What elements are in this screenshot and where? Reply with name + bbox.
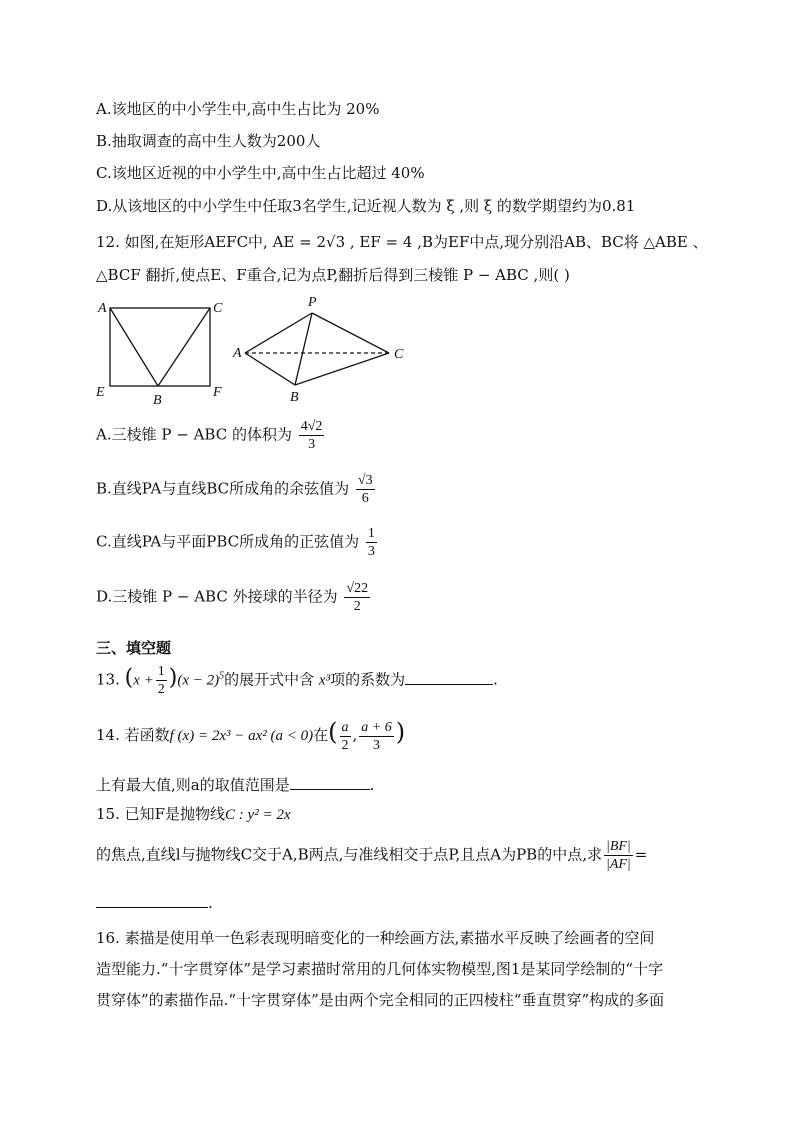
fraction: $\frac{1}{3}$ <box>367 526 375 559</box>
answer-blank <box>290 788 370 790</box>
label-e: E <box>96 385 105 400</box>
label-b: B <box>153 393 162 407</box>
q11-option-d: D.从该地区的中小学生中任取3名学生,记近视人数为 ξ ,则 ξ 的数学期望约为0.81 <box>96 197 636 215</box>
label-a: A <box>98 301 107 316</box>
q14-line2: 上有最大值,则a的取值范围是 . <box>96 776 375 794</box>
q15-line2: 的焦点,直线l与抛物线C交于A,B两点,与准线相交于点P,且点A为PB的中点,求 $\frac{|BF|}{|AF|}$ = <box>96 839 648 872</box>
fraction: $\frac{a + 6}{3}$ <box>361 719 392 753</box>
q12-option-d: D.三棱锥 P − ABC 外接球的半径为 $\frac{√22}{2}$ <box>96 581 369 614</box>
q12-stem-line2: △BCF 翻折,使点E、F重合,记为点P,翻折后得到三棱锥 P − ABC ,则( ) <box>96 266 570 284</box>
q16-line2: 造型能力.“十字贯穿体”是学习素描时常用的几何体实物模型,图1是某同学绘制的“十字 <box>96 960 664 978</box>
q12-option-a: A.三棱锥 P − ABC 的体积为 $\frac{4√2}{3}$ <box>96 419 323 452</box>
fraction: $\frac{√22}{2}$ <box>346 581 369 614</box>
q15-line1: 15. 已知F是抛物线C : y² = 2x <box>96 805 291 823</box>
q14: 14. 若函数f (x) = 2x³ − ax² (a < 0)在( $\frac{a}{2}$ , $\frac{a + 6}{3}$ ) <box>96 718 406 753</box>
fraction: $\frac{|BF|}{|AF|}$ <box>605 839 631 872</box>
q11-option-c: C.该地区近视的中小学生中,高中生占比超过 40% <box>96 164 425 182</box>
fraction: $\frac{a}{2}$ <box>341 719 349 753</box>
fraction: $\frac{4√2}{3}$ <box>300 419 323 452</box>
rectangle-figure <box>95 301 223 407</box>
q12-option-b: B.直线PA与直线BC所成角的余弦值为 $\frac{√3}{6}$ <box>96 473 373 506</box>
q11-option-a: A.该地区的中小学生中,高中生占比为 20% <box>96 100 380 118</box>
label-f: F <box>213 385 222 400</box>
q12-figure <box>92 292 412 407</box>
label-p: P <box>308 295 317 310</box>
label-c: C <box>213 301 223 316</box>
q12-stem-line1: 12. 如图,在矩形AEFC中, AE = 2√3 , EF = 4 ,B为EF中点,现分别沿AB、BC将 △ABE 、 <box>96 233 708 251</box>
q15-blank-line: . <box>96 894 213 912</box>
q13: 13. (x + $\frac{1}{2}$ )$(x - 2)^5$的展开式中含 x³项的系数为 . <box>96 664 498 697</box>
section-heading: 三、填空题 <box>96 639 172 657</box>
tetrahedron-figure <box>232 295 404 405</box>
fraction: $\frac{√3}{6}$ <box>357 473 373 506</box>
label-c2: C <box>394 347 404 362</box>
fraction: $\frac{1}{2}$ <box>157 664 165 697</box>
label-a2: A <box>233 346 242 361</box>
q16-line3: 贯穿体”的素描作品.“十字贯穿体”是由两个完全相同的正四棱柱“垂直贯穿”构成的多面 <box>96 991 665 1009</box>
answer-blank <box>405 683 493 685</box>
q12-option-c: C.直线PA与平面PBC所成角的正弦值为 $\frac{1}{3}$ <box>96 526 375 559</box>
q11-option-b: B.抽取调查的高中生人数为200人 <box>96 132 321 150</box>
q16-line1: 16. 素描是使用单一色彩表现明暗变化的一种绘画方法,素描水平反映了绘画者的空间 <box>96 929 655 947</box>
label-b2: B <box>290 390 299 405</box>
answer-blank <box>96 906 208 908</box>
